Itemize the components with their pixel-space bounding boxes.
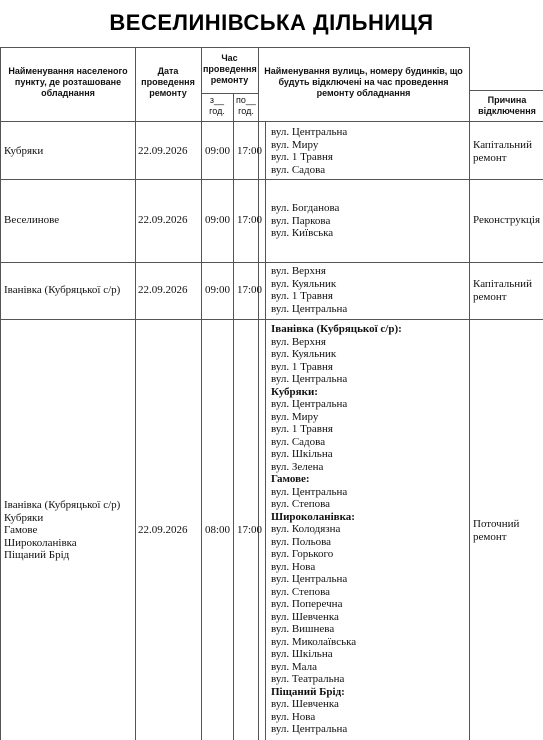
settlement-line: Веселинове	[4, 214, 60, 226]
end-time: 17:00	[236, 145, 263, 157]
end-time: 17:00	[236, 284, 263, 296]
header-time: Час проведення ремонту	[203, 53, 257, 85]
page-title: ВЕСЕЛИНІВСЬКА ДІЛЬНИЦЯ	[109, 10, 434, 35]
street-line: вул. Поперечна	[271, 598, 343, 610]
street-line: вул. Шевченка	[271, 610, 339, 623]
street-line: вул. Верхня	[271, 265, 326, 277]
street-line: вул. Київська	[271, 227, 334, 239]
header-settlement: Найменування населеного пункту, де розташоване обладнання	[8, 66, 128, 98]
street-line: вул. 1 Травня	[271, 423, 333, 435]
street-line: вул. Степова	[271, 498, 331, 510]
header-from: з__ год.	[209, 95, 225, 116]
street-line: вул. Шкільна	[271, 448, 333, 460]
street-line: вул. Мала	[271, 660, 317, 673]
reason-line: ремонт	[473, 151, 507, 164]
street-line: вул. Паркова	[271, 214, 331, 227]
repair-date: 22.09.2026	[138, 284, 188, 296]
street-line: вул. Степова	[271, 585, 331, 598]
street-line: вул. 1 Травня	[271, 360, 333, 373]
street-line: вул. 1 Травня	[271, 151, 333, 163]
column-divider	[265, 121, 266, 740]
street-group-heading: Іванівка (Кубряцької с/р):	[271, 323, 402, 335]
street-line: вул. Центральна	[271, 573, 348, 585]
street-line: вул. Садова	[271, 163, 326, 176]
street-line: вул. Вишнева	[271, 623, 335, 635]
reason-line: Капітальний	[473, 278, 532, 290]
settlement-line: Іванівка (Кубряцької с/р)	[4, 499, 121, 511]
street-line: вул. Центральна	[271, 126, 348, 138]
reason-line: Капітальний	[473, 139, 532, 151]
settlement-line: Гамове	[4, 524, 38, 536]
street-line: вул. Зелена	[271, 460, 324, 473]
repair-date: 22.09.2026	[138, 524, 188, 536]
row-divider	[0, 262, 543, 263]
repair-date: 22.09.2026	[138, 145, 188, 157]
header-bottom-line	[0, 121, 543, 122]
street-line: вул. Центральна	[271, 485, 348, 498]
header-to: по__ год.	[236, 95, 256, 116]
row-divider	[0, 179, 543, 180]
table-border-top	[0, 47, 469, 48]
street-group-heading: Гамове:	[271, 473, 310, 485]
end-time: 17:00	[236, 524, 263, 536]
repair-date: 22.09.2026	[138, 214, 188, 226]
street-line: вул. Центральна	[271, 373, 348, 385]
table-subheader-line	[201, 93, 258, 94]
street-line: вул. Шкільна	[271, 648, 333, 660]
street-line: вул. Миру	[271, 138, 319, 151]
street-line: вул. Богданова	[271, 202, 340, 214]
settlement-line: Кубряки	[4, 511, 44, 524]
street-line: вул. Центральна	[271, 302, 348, 315]
table-border-left	[0, 47, 1, 740]
settlement-line: Широколанівка	[4, 536, 77, 549]
reason-line: Реконструкція	[473, 214, 541, 226]
street-line: вул. Куяльник	[271, 348, 337, 360]
street-line: вул. Центральна	[271, 723, 348, 735]
reason-line: ремонт	[473, 530, 507, 543]
header-reason: Причина відключення	[478, 95, 536, 116]
reason-line: Поточний	[473, 518, 520, 530]
start-time: 09:00	[204, 145, 231, 157]
column-divider	[469, 47, 470, 740]
street-line: вул. Шевченка	[271, 698, 339, 710]
column-divider	[135, 47, 136, 740]
street-group-heading: Піщаний Брід:	[271, 685, 345, 698]
reason-line: ремонт	[473, 290, 507, 303]
street-group-heading: Широколанівка:	[271, 510, 355, 523]
start-time: 09:00	[204, 284, 231, 296]
column-divider	[233, 93, 234, 740]
street-line: вул. Колодязна	[271, 523, 341, 535]
street-line: вул. Нова	[271, 560, 316, 573]
street-line: вул. Центральна	[271, 398, 348, 410]
end-time: 17:00	[236, 214, 263, 226]
settlement-line: Іванівка (Кубряцької с/р)	[4, 284, 121, 296]
street-line: вул. Нова	[271, 710, 316, 723]
row-divider	[0, 319, 543, 320]
street-line: вул. Верхня	[271, 335, 326, 348]
street-line: вул. Миколаївська	[271, 635, 357, 648]
settlement-line: Кубряки	[4, 145, 44, 157]
street-line: вул. Куяльник	[271, 277, 337, 290]
header-date: Дата проведення ремонту	[141, 66, 195, 98]
street-line: вул. 1 Травня	[271, 290, 333, 302]
street-line: вул. Польова	[271, 535, 332, 548]
start-time: 08:00	[204, 524, 231, 536]
header-streets: Найменування вулиць, номеру будинків, що будуть відключені на час проведення ремонту обладнання	[264, 66, 463, 98]
street-line: вул. Садова	[271, 435, 326, 448]
start-time: 09:00	[204, 214, 231, 226]
reason-header-line	[469, 90, 543, 91]
settlement-line: Піщаний Брід	[4, 549, 70, 561]
street-group-heading: Кубряки:	[271, 385, 318, 398]
street-line: вул. Театральна	[271, 673, 345, 685]
street-line: вул. Горького	[271, 548, 334, 560]
street-line: вул. Миру	[271, 410, 319, 423]
